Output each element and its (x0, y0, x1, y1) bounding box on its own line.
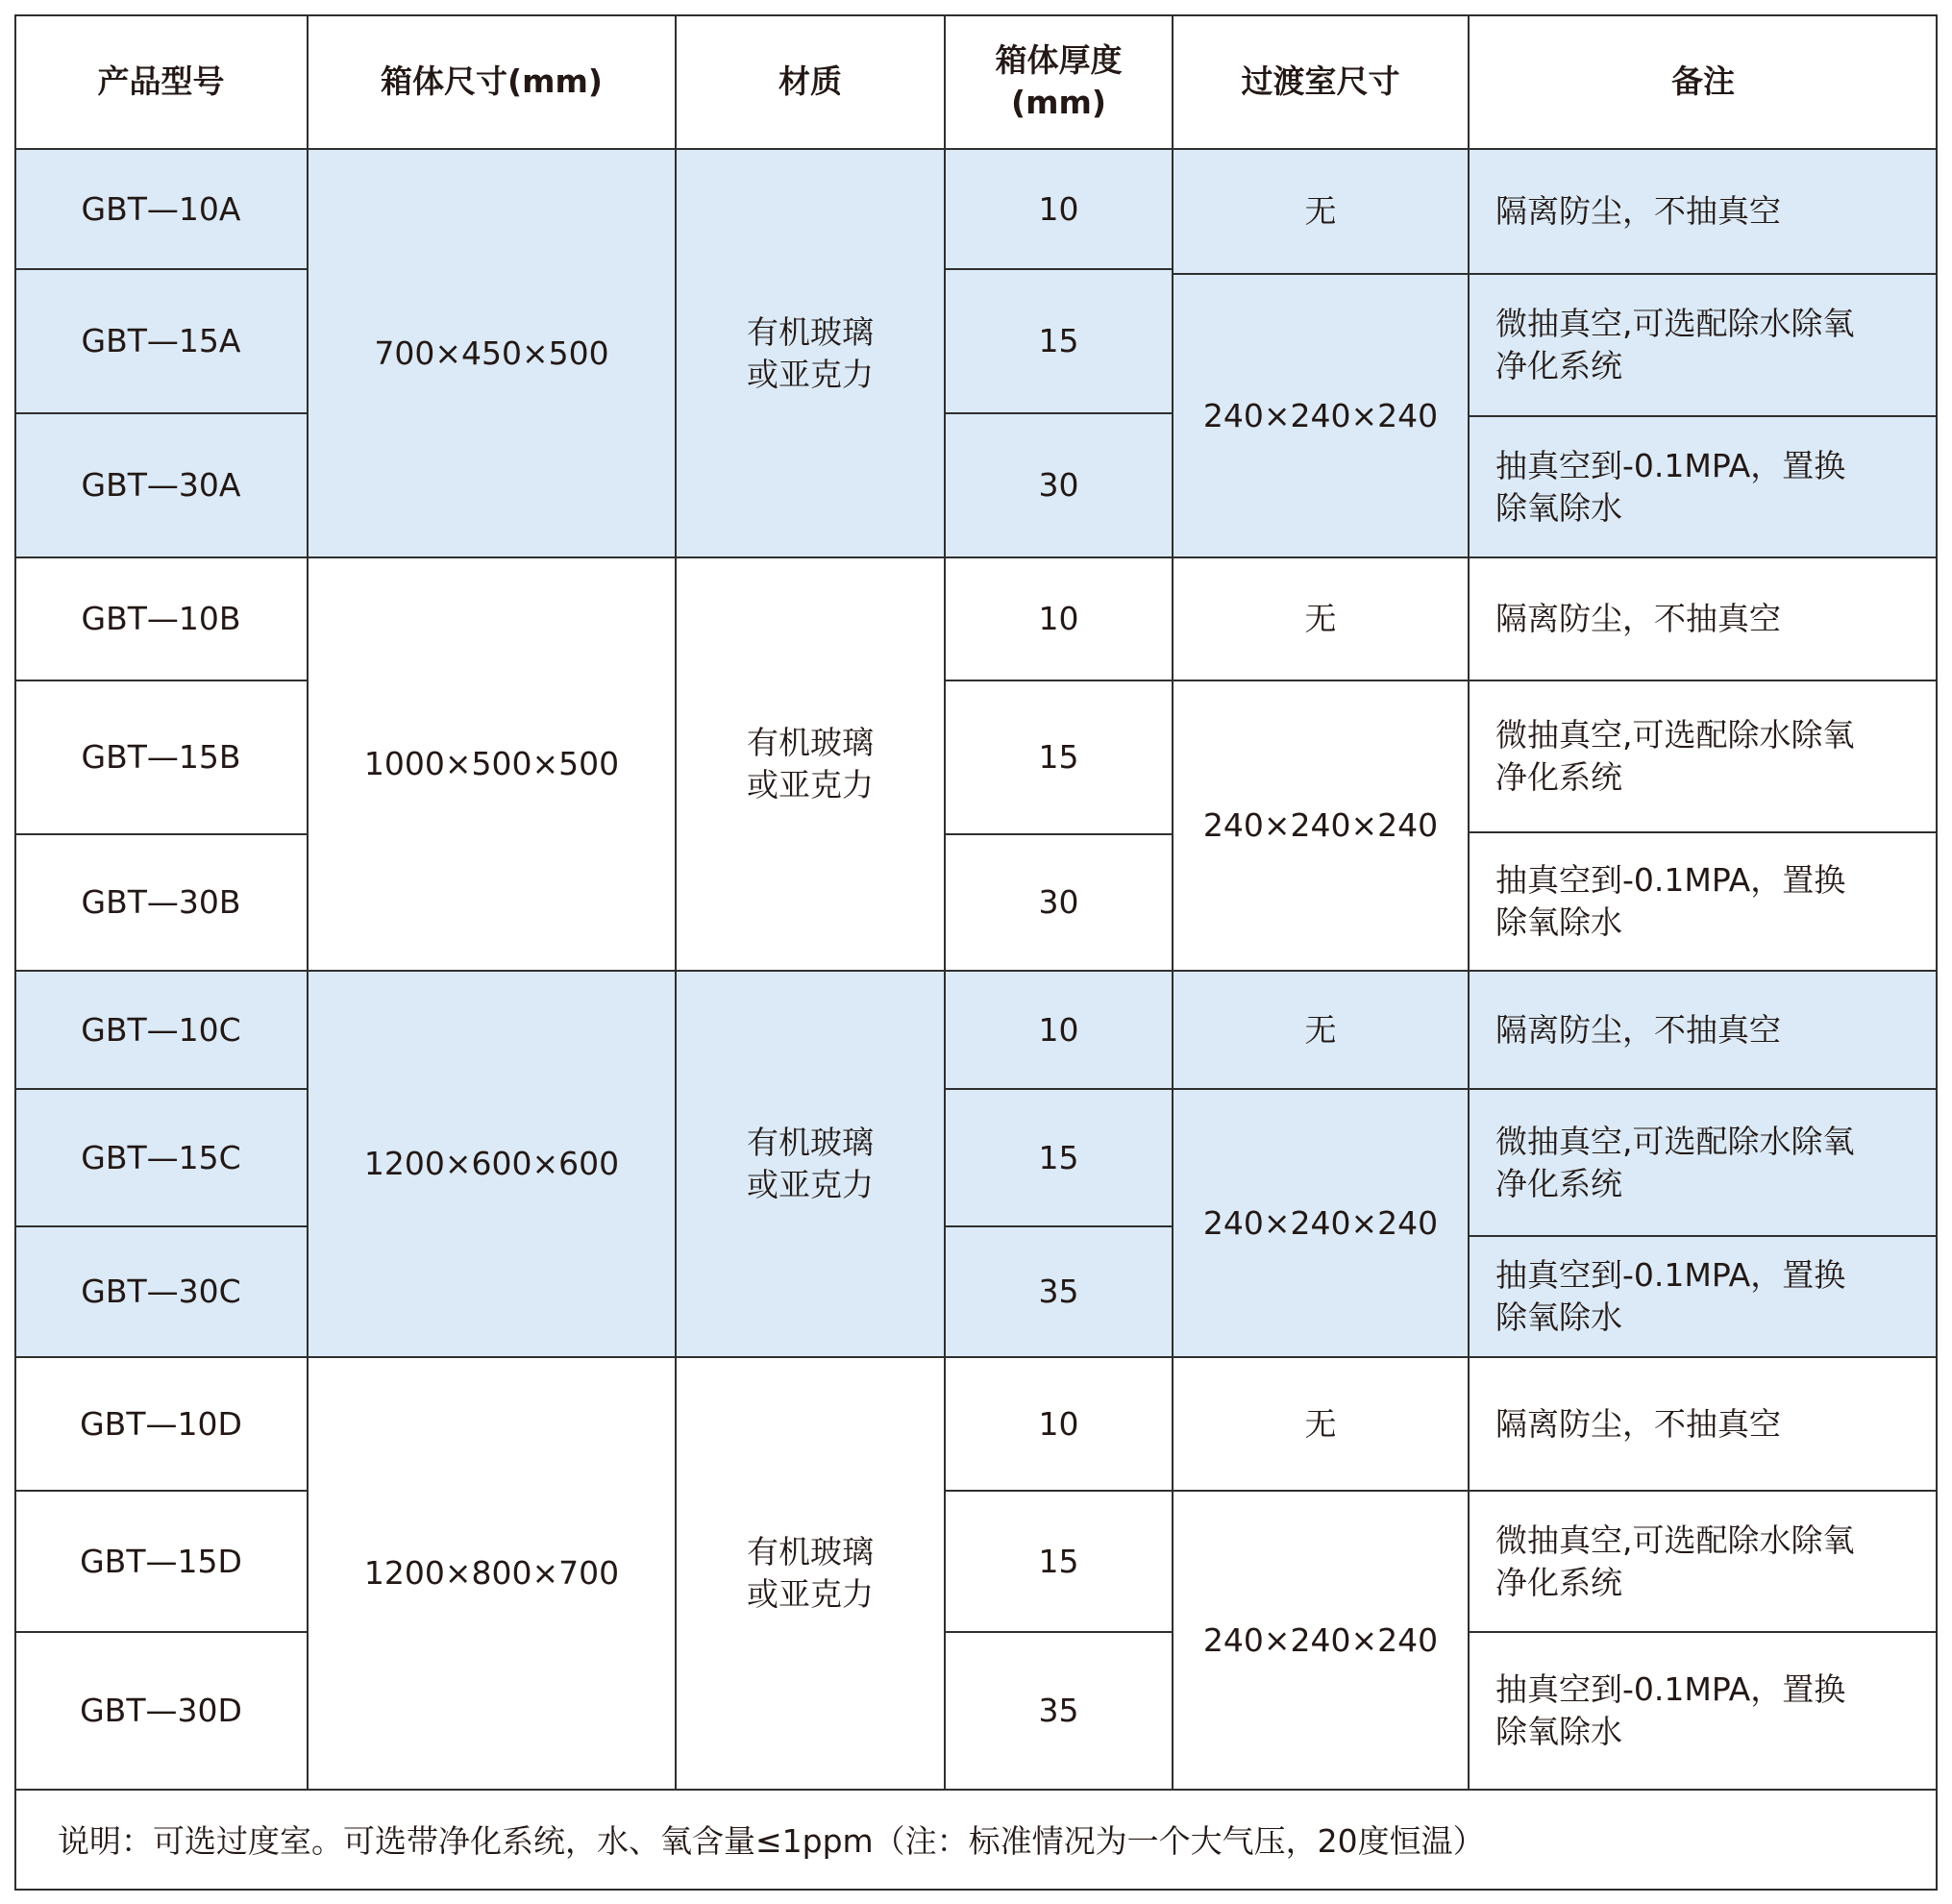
grid-line (14, 1088, 308, 1090)
grid-line (14, 412, 308, 414)
column-header-text: 备注 (1671, 62, 1735, 100)
column-header (14, 14, 308, 149)
grid-line (14, 1789, 1938, 1791)
thickness-cell-text: 15 (1038, 1542, 1079, 1580)
model-cell-text: GBT—30D (80, 1692, 242, 1729)
grid-line (945, 1631, 1173, 1633)
box-size-cell-text: 700×450×500 (374, 334, 609, 372)
model-cell-text: GBT—10A (81, 189, 241, 228)
transition-cell-text: 无 (1304, 600, 1337, 637)
model-cell (14, 1491, 308, 1632)
material-cell-text: 有机玻璃 或亚克力 (747, 1533, 874, 1613)
thickness-cell (945, 1357, 1173, 1491)
box-size-cell-text: 1000×500×500 (363, 745, 620, 782)
model-cell-text: GBT—15C (81, 1138, 241, 1176)
grid-line (945, 1490, 1173, 1492)
model-cell-text: GBT—10D (80, 1404, 242, 1443)
thickness-cell-text: 10 (1038, 600, 1079, 637)
thickness-cell (945, 269, 1173, 413)
transition-cell-text: 无 (1304, 1010, 1337, 1049)
model-cell-text: GBT—30A (81, 466, 241, 504)
thickness-cell-text: 10 (1038, 1010, 1079, 1049)
model-cell (14, 269, 308, 413)
remark-cell-text: 微抽真空,可选配除水除氧 净化系统 (1495, 305, 1855, 384)
grid-line (1469, 680, 1938, 681)
model-cell (14, 971, 308, 1089)
model-cell (14, 1089, 308, 1226)
box-size-cell (308, 971, 676, 1357)
box-size-cell (308, 1357, 676, 1790)
model-cell (14, 680, 308, 834)
transition-cell (1173, 557, 1469, 680)
column-header (308, 14, 676, 149)
remark-cell (1469, 149, 1938, 274)
transition-cell-text: 240×240×240 (1202, 1203, 1439, 1242)
grid-line (1468, 14, 1470, 1790)
column-header-text: 产品型号 (97, 62, 225, 100)
grid-line (14, 1490, 308, 1492)
grid-line (14, 680, 308, 681)
thickness-cell-text: 30 (1038, 883, 1079, 921)
grid-line (1469, 1235, 1938, 1237)
remark-cell (1469, 1089, 1938, 1236)
thickness-cell (945, 1226, 1173, 1357)
thickness-cell (945, 834, 1173, 971)
grid-line (1469, 1088, 1938, 1090)
remark-cell-text: 抽真空到-0.1MPA，置换 除氧除水 (1495, 446, 1846, 527)
remark-cell (1469, 680, 1938, 832)
column-header (1469, 14, 1938, 149)
model-cell (14, 1632, 308, 1790)
grid-line (1469, 1631, 1938, 1633)
thickness-cell-text: 35 (1038, 1692, 1079, 1729)
transition-cell (1173, 680, 1469, 971)
grid-line (945, 1088, 1173, 1090)
material-cell-text: 有机玻璃 或亚克力 (747, 724, 874, 804)
grid-line (1936, 14, 1938, 1890)
transition-cell-text: 无 (1304, 1404, 1337, 1443)
column-header-text: 箱体尺寸(mm) (381, 62, 603, 100)
grid-line (1173, 1490, 1469, 1492)
remark-cell (1469, 274, 1938, 416)
column-header (676, 14, 945, 149)
grid-line (14, 14, 1938, 16)
thickness-cell-text: 35 (1038, 1273, 1079, 1310)
grid-line (1173, 1088, 1469, 1090)
grid-line (945, 268, 1173, 270)
column-header-text: 材质 (778, 62, 842, 100)
grid-line (307, 14, 309, 1790)
model-cell-text: GBT—15D (80, 1542, 242, 1580)
grid-line (14, 268, 308, 270)
box-size-cell (308, 149, 676, 557)
remark-cell-text: 隔离防尘，不抽真空 (1495, 1404, 1781, 1443)
transition-cell (1173, 274, 1469, 557)
model-cell (14, 1357, 308, 1491)
remark-cell (1469, 1236, 1938, 1357)
thickness-cell (945, 413, 1173, 557)
thickness-cell-text: 10 (1038, 1404, 1079, 1443)
column-header-text: 箱体厚度 (mm) (995, 41, 1123, 121)
material-cell-text: 有机玻璃 或亚克力 (747, 312, 874, 393)
model-cell-text: GBT—15A (81, 322, 241, 359)
material-cell-text: 有机玻璃 或亚克力 (747, 1124, 874, 1203)
thickness-cell (945, 1089, 1173, 1226)
transition-cell-text: 无 (1304, 192, 1337, 230)
model-cell-text: GBT—30B (81, 883, 241, 921)
grid-line (1173, 273, 1469, 275)
grid-line (945, 412, 1173, 414)
grid-line (945, 1225, 1173, 1227)
remark-cell-text: 抽真空到-0.1MPA，置换 除氧除水 (1495, 1256, 1846, 1336)
model-cell (14, 1226, 308, 1357)
thickness-cell (945, 1491, 1173, 1632)
transition-cell (1173, 149, 1469, 274)
grid-line (675, 14, 677, 1790)
remark-cell (1469, 416, 1938, 557)
transition-cell (1173, 971, 1469, 1089)
thickness-cell (945, 680, 1173, 834)
remark-cell (1469, 1357, 1938, 1491)
transition-cell (1173, 1491, 1469, 1790)
transition-cell-text: 240×240×240 (1202, 1620, 1439, 1659)
box-size-cell-text: 1200×600×600 (363, 1145, 620, 1182)
thickness-cell (945, 971, 1173, 1089)
transition-cell (1173, 1357, 1469, 1491)
model-cell-text: GBT—10B (81, 600, 241, 637)
grid-line (1469, 1490, 1938, 1492)
remark-cell (1469, 832, 1938, 971)
model-cell-text: GBT—30C (81, 1273, 241, 1310)
grid-line (1173, 680, 1469, 681)
transition-cell-text: 240×240×240 (1202, 396, 1439, 434)
grid-line (14, 833, 308, 835)
thickness-cell-text: 15 (1038, 738, 1079, 776)
remark-cell-text: 隔离防尘，不抽真空 (1495, 600, 1781, 637)
model-cell (14, 557, 308, 680)
grid-line (14, 1889, 1938, 1891)
grid-line (14, 1631, 308, 1633)
remark-cell-text: 隔离防尘，不抽真空 (1495, 1010, 1781, 1049)
thickness-cell (945, 149, 1173, 269)
thickness-cell-text: 15 (1038, 322, 1079, 359)
model-cell-text: GBT—10C (81, 1010, 241, 1049)
remark-cell (1469, 971, 1938, 1089)
model-cell (14, 413, 308, 557)
thickness-cell-text: 10 (1038, 189, 1079, 228)
remark-cell-text: 抽真空到-0.1MPA，置换 除氧除水 (1495, 1670, 1846, 1750)
material-cell (676, 1357, 945, 1790)
remark-cell (1469, 1491, 1938, 1632)
transition-cell-text: 240×240×240 (1202, 806, 1439, 844)
material-cell (676, 557, 945, 971)
grid-line (1469, 273, 1938, 275)
remark-cell-text: 微抽真空,可选配除水除氧 净化系统 (1495, 1122, 1855, 1202)
column-header (945, 14, 1173, 149)
model-cell (14, 834, 308, 971)
column-header-text: 过渡室尺寸 (1241, 62, 1400, 100)
box-size-cell-text: 1200×800×700 (363, 1554, 620, 1592)
grid-line (945, 680, 1173, 681)
remark-cell-text: 微抽真空,可选配除水除氧 净化系统 (1495, 1521, 1855, 1601)
grid-line (1469, 415, 1938, 417)
grid-line (14, 1225, 308, 1227)
material-cell (676, 971, 945, 1357)
model-cell (14, 149, 308, 269)
thickness-cell-text: 15 (1038, 1138, 1079, 1176)
grid-line (944, 14, 946, 1790)
thickness-cell-text: 30 (1038, 466, 1079, 504)
remark-cell-text: 隔离防尘，不抽真空 (1495, 192, 1781, 230)
grid-line (14, 14, 16, 1890)
remark-cell-text: 抽真空到-0.1MPA，置换 除氧除水 (1495, 861, 1846, 941)
grid-line (1172, 14, 1174, 1790)
model-cell-text: GBT—15B (81, 738, 241, 776)
remark-cell (1469, 557, 1938, 680)
column-header (1173, 14, 1469, 149)
thickness-cell (945, 557, 1173, 680)
footnote: 说明：可选过度室。可选带净化系统，水、氧含量≤1ppm（注：标准情况为一个大气压，20度恒温） (58, 1821, 1485, 1860)
remark-cell (1469, 1632, 1938, 1790)
material-cell (676, 149, 945, 557)
thickness-cell (945, 1632, 1173, 1790)
box-size-cell (308, 557, 676, 971)
grid-line (945, 833, 1173, 835)
grid-line (14, 148, 1938, 150)
remark-cell-text: 微抽真空,可选配除水除氧 净化系统 (1495, 716, 1855, 796)
grid-line (1469, 831, 1938, 833)
transition-cell (1173, 1089, 1469, 1357)
